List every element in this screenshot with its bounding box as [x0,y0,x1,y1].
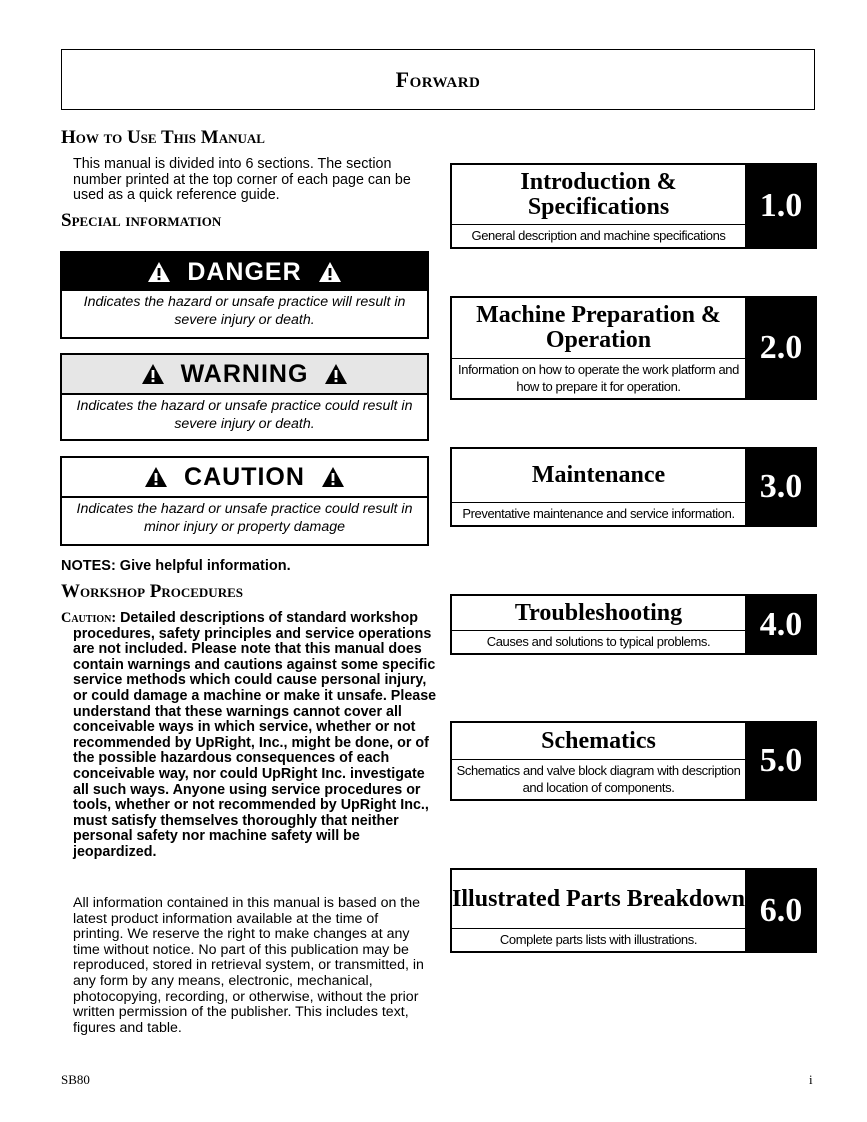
section-number: 3.0 [745,447,817,527]
caution-description: Indicates the hazard or unsafe practice could result in minor injury or property damage [62,496,427,536]
page-title: Forward [395,66,481,92]
danger-label: DANGER [187,257,302,286]
section-title: Schematics [541,727,656,754]
warning-box [60,353,429,441]
warning-header [62,355,427,393]
section-4-box [450,594,817,655]
special-info-heading: Special information [61,210,222,231]
section-title: Machine Preparation & Operation [476,302,721,353]
section-description: General description and machine specifications [452,224,745,247]
section-number: 1.0 [745,163,817,249]
section-description: Preventative maintenance and service information. [452,502,745,525]
section-3-box [450,447,817,527]
section-description: Causes and solutions to typical problems. [452,630,745,653]
section-number: 4.0 [745,594,817,655]
how-to-text: This manual is divided into 6 sections. The section number printed at the top corner of each page can be used as a quick reference guide. [73,156,411,204]
workshop-heading: Workshop Procedures [61,581,243,602]
title-box [61,49,815,110]
section-number: 6.0 [745,868,817,953]
section-1-box [450,163,817,249]
workshop-caution [61,611,437,861]
hazard-triangle-icon [144,466,168,488]
section-6-box [450,868,817,953]
hazard-triangle-icon [324,363,348,385]
hazard-triangle-icon [141,363,165,385]
section-description: Information on how to operate the work platform and how to prepare it for operation. [452,358,745,398]
section-2-box [450,296,817,400]
danger-description: Indicates the hazard or unsafe practice will result in severe injury or death. [83,294,406,328]
caution-header [62,458,427,496]
section-title: Illustrated Parts Breakdown [452,885,745,912]
section-number: 2.0 [745,296,817,400]
workshop-caution-lead: Caution: [61,610,117,626]
warning-description: Indicates the hazard or unsafe practice could result in severe injury or death. [62,393,427,433]
section-title: Troubleshooting [514,599,683,626]
caution-box [60,456,429,546]
section-description: Complete parts lists with illustrations. [452,928,745,951]
danger-header [62,253,427,291]
danger-box [60,251,429,339]
section-title: Maintenance [531,462,666,488]
section-title: Introduction & Specifications [520,168,677,220]
footer-model: SB80 [61,1072,90,1087]
hazard-triangle-icon [147,261,171,283]
hazard-triangle-icon [318,261,342,283]
footer-page-number: i [809,1072,813,1087]
hazard-triangle-icon [321,466,345,488]
caution-label: CAUTION [184,462,305,491]
warning-label: WARNING [180,359,309,388]
section-number: 5.0 [745,721,817,801]
section-description: Schematics and valve block diagram with description and location of components. [452,759,745,799]
how-to-heading: How to Use This Manual [61,127,265,148]
notes-line: NOTES: Give helpful information. [61,558,291,574]
workshop-caution-text: Detailed descriptions of standard workshop procedures, safety principles and service operations are not included. Please note that this manual does contain warnings and cautions against some specific service methods which could cause personal injury, or could damage a machine or make it unsafe. Please understand that these warnings cannot cover all conceivable ways in which service, whether or not recommended by UpRight, Inc., might be done, or of the possible hazardous consequences of each conceivable way, nor could UpRight Inc. investigate all such ways. Anyone using service procedures or tools, whether or not recommended by UpRight Inc., must satisfy themselves thoroughly that neither personal safety nor machine safety will be jeopardized. [73,610,437,860]
info-paragraph: All information contained in this manual is based on the latest product information available at the time of printing. We reserve the right to make changes at any time without notice. No part of this publication may be reproduced, stored in retrieval system, or transmitted, in any form by any means, electronic, mechanical, photocopying, recording, or otherwise, without the prior written permission of the publisher. This includes text, figures and table. [73,895,424,1036]
section-5-box [450,721,817,801]
